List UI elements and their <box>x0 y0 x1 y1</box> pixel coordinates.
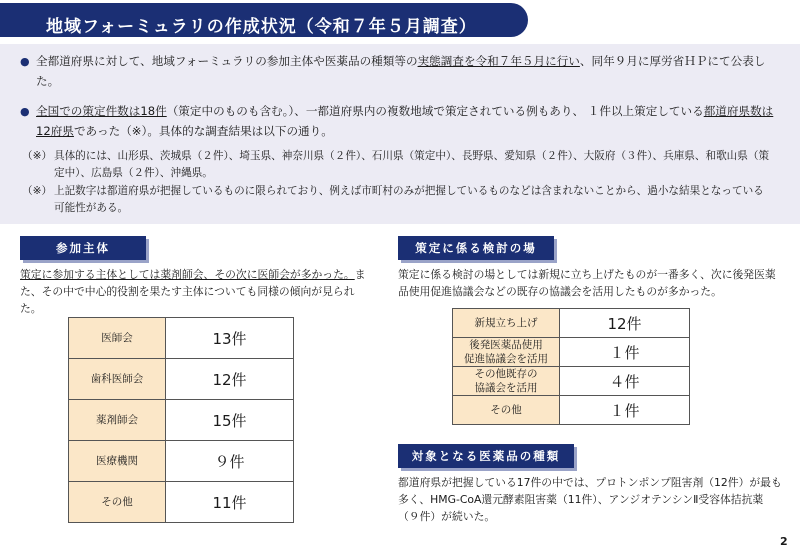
participants-row-label: 医療機関 <box>69 441 166 482</box>
venue-heading: 策定に係る検討の場 <box>398 236 554 260</box>
venue-table-row <box>453 367 690 396</box>
venue-row-value: １件 <box>560 396 690 425</box>
page-number: 2 <box>780 535 788 548</box>
bullet1-post: 、同年９月に厚労省ＨＰにて公表した。 <box>36 54 766 88</box>
bullet2-post: であった（※）。具体的な調査結果は以下の通り。 <box>73 124 333 138</box>
bullet-icon: ● <box>20 105 30 118</box>
bullet2-underlined-1: 全国での策定件数は18件 <box>36 104 167 118</box>
participants-paragraph <box>20 266 370 317</box>
note-2 <box>22 183 774 217</box>
participants-table <box>68 317 294 523</box>
venue-row-label <box>453 309 560 338</box>
participants-row-value: ９件 <box>166 441 294 482</box>
participants-row-value: 11件 <box>166 482 294 523</box>
venue-row-label-line-2: 促進協議会を活用 <box>464 353 548 365</box>
venue-row-label-line-1: 後発医薬品使用 <box>469 339 543 351</box>
participants-table-row <box>69 482 294 523</box>
note-1-label: （※） <box>22 150 53 162</box>
bullet-icon: ● <box>20 55 30 68</box>
bullet-text-1 <box>36 51 780 91</box>
note-2-label: （※） <box>22 185 53 197</box>
participants-row-label: 医師会 <box>69 318 166 359</box>
bullet-text-2 <box>36 101 780 141</box>
venue-row-label <box>453 396 560 425</box>
venue-row-value: １件 <box>560 338 690 367</box>
venue-row-value: ４件 <box>560 367 690 396</box>
venue-row-label-line-2: 協議会を活用 <box>474 382 538 394</box>
venue-paragraph: 策定に係る検討の場としては新規に立ち上げたものが一番多く、次に後発医薬品使用促進協議会などの既存の協議会を活用したものが多かった。 <box>398 268 776 298</box>
venue-table-row <box>453 338 690 367</box>
venue-table-row <box>453 309 690 338</box>
participants-row-label: その他 <box>69 482 166 523</box>
title-bar <box>0 3 528 37</box>
venue-row-label-line-1: その他既存の <box>474 368 538 380</box>
participants-row-value: 15件 <box>166 400 294 441</box>
note-2-text: 上記数字は都道府県が把握しているものに限られており、例えば市町村のみが把握しているものなどは含まれないことから、過小な結果となっている可能性がある。 <box>54 185 764 214</box>
participants-row-value: 12件 <box>166 359 294 400</box>
participants-table-row <box>69 441 294 482</box>
bullet2-underlined-2: 都道府県数は12府県 <box>36 104 774 138</box>
drug-types-paragraph: 都道府県が把握している17件の中では、プロトンポンプ阻害剤（12件）が最も多く、HMG-CoA還元酵素阻害薬（11件）、アンジオテンシンⅡ受容体拮抗薬（９件）が続いた。 <box>398 476 782 523</box>
participants-table-body <box>69 318 294 523</box>
note-1-text: 具体的には、山形県、茨城県（２件）、埼玉県、神奈川県（２件）、石川県（策定中）、長野県、愛知県（２件）、大阪府（３件）、兵庫県、和歌山県（策定中）、広島県（２件）、沖縄県。 <box>54 150 770 179</box>
participants-row-value: 13件 <box>166 318 294 359</box>
page-title: 地域フォーミュラリの作成状況（令和７年５月調査） <box>46 17 477 37</box>
drug-types-heading: 対象となる医薬品の種類 <box>398 444 574 468</box>
participants-table-row <box>69 400 294 441</box>
participants-row-label: 歯科医師会 <box>69 359 166 400</box>
participants-row-label: 薬剤師会 <box>69 400 166 441</box>
note-1 <box>22 148 774 182</box>
participants-paragraph-underlined: 策定に参加する主体としては薬剤師会、その次に医師会が多かった。 <box>20 268 355 281</box>
venue-row-label <box>453 367 560 396</box>
bullet-item-1 <box>20 51 780 91</box>
venue-row-label <box>453 338 560 367</box>
venue-row-label-line-1: 新規立ち上げ <box>474 317 538 329</box>
bullet-item-2 <box>20 101 780 141</box>
header <box>0 0 800 38</box>
bullet2-mid: （策定中のものも含む。）、一都道府県内の複数地域で策定されている例もあり、 １件以上策定している <box>166 104 704 118</box>
venue-table <box>452 308 690 425</box>
participants-table-row <box>69 359 294 400</box>
venue-row-value: 12件 <box>560 309 690 338</box>
venue-table-row <box>453 396 690 425</box>
participants-heading: 参加主体 <box>20 236 146 260</box>
bullet1-underlined: 実態調査を令和７年５月に行い <box>417 54 580 68</box>
participants-paragraph-rest: また、その中で中心的役割を果たす主体についても同様の傾向が見られた。 <box>20 268 366 315</box>
bullet1-pre: 全都道府県に対して、地域フォーミュラリの参加主体や医薬品の種類等の <box>36 54 418 68</box>
participants-table-row <box>69 318 294 359</box>
venue-table-body <box>453 309 690 425</box>
venue-row-label-line-1: その他 <box>490 404 522 416</box>
